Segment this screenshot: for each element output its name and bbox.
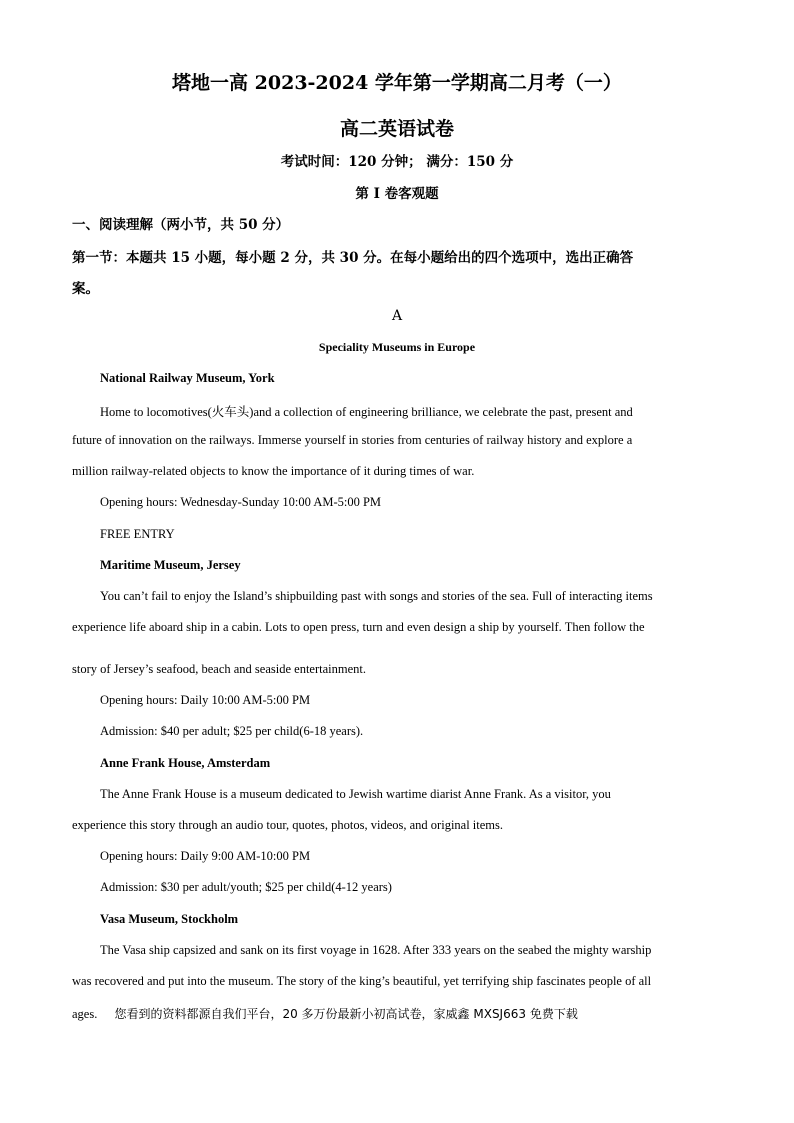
opening-hours: Opening hours: Daily 9:00 AM-10:00 PM <box>100 849 311 863</box>
opening-hours: Opening hours: Wednesday-Sunday 10:00 AM-5:00 PM <box>100 495 382 509</box>
paragraph-line: ages. <box>72 1007 98 1021</box>
passage-title: Speciality Museums in Europe <box>318 340 476 354</box>
paragraph-line: experience life aboard ship in a cabin. Lots to open press, turn and even design a ship by yourself. Then follow the <box>72 620 645 634</box>
volume-heading: 第 I 卷客观题 <box>355 186 439 202</box>
paragraph-line: The Anne Frank House is a museum dedicated to Jewish wartime diarist Anne Frank. As a visitor, you <box>100 787 611 801</box>
admission: Admission: $40 per adult; $25 per child(6-18 years). <box>100 724 364 738</box>
museum-name: Maritime Museum, Jersey <box>100 558 241 572</box>
paragraph-line: experience this story through an audio tour, quotes, photos, videos, and original items. <box>72 818 504 832</box>
part-instructions-line: 案。 <box>72 281 99 297</box>
paragraph-line: million railway-related objects to know the importance of it during times of war. <box>72 464 475 478</box>
part-instructions-line: 第一节：本题共 15 小题，每小题 2 分，共 30 分。在每小题给出的四个选项中，选出正确答 <box>72 250 634 266</box>
museum-name: Anne Frank House, Amsterdam <box>100 756 271 770</box>
platform-note: 您看到的资料都源自我们平台，20 多万份最新小初高试卷，家威鑫 MXSJ663 免费下载 <box>114 1007 578 1021</box>
paragraph-line: Home to locomotives(火车头)and a collection of engineering brilliance, we celebrate the past, present and <box>100 405 633 419</box>
admission: Admission: $30 per adult/youth; $25 per child(4-12 years) <box>100 880 392 894</box>
final-line <box>72 1005 578 1022</box>
paragraph-line: You can’t fail to enjoy the Island’s shipbuilding past with songs and stories of the sea. Full of interacting items <box>100 589 653 603</box>
section-title: 一、阅读理解（两小节，共 50 分） <box>72 217 290 233</box>
admission: FREE ENTRY <box>100 527 175 541</box>
paragraph-line: was recovered and put into the museum. The story of the king’s beautiful, yet terrifying ship fascinates people of all <box>72 974 652 988</box>
exam-subtitle: 高二英语试卷 <box>339 118 454 140</box>
museum-name: National Railway Museum, York <box>100 371 275 385</box>
paragraph-line: story of Jersey’s seafood, beach and seaside entertainment. <box>72 662 366 676</box>
exam-title: 塔地一高 2023-2024 学年第一学期高二月考（一） <box>172 72 622 94</box>
passage-letter: A <box>391 308 403 324</box>
exam-info: 考试时间：120 分钟； 满分：150 分 <box>280 154 514 170</box>
paragraph-line: future of innovation on the railways. Immerse yourself in stories from centuries of railway history and explore a <box>72 433 633 447</box>
part-instructions <box>72 243 722 305</box>
museum-name: Vasa Museum, Stockholm <box>100 912 239 926</box>
paragraph-line: The Vasa ship capsized and sank on its first voyage in 1628. After 333 years on the seabed the mighty warship <box>100 943 652 957</box>
opening-hours: Opening hours: Daily 10:00 AM-5:00 PM <box>100 693 311 707</box>
